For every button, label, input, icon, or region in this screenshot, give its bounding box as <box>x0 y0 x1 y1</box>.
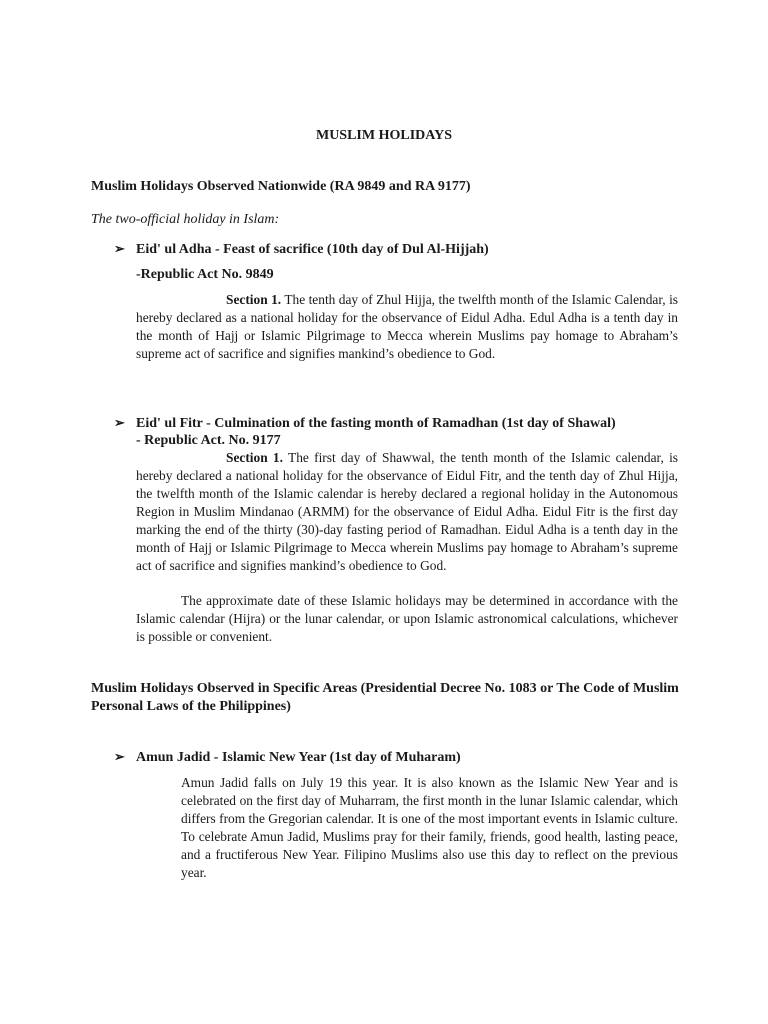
republic-act-9177: - Republic Act. No. 9177 <box>136 433 281 448</box>
amun-jadid-paragraph: Amun Jadid falls on July 19 this year. It is also known as the Islamic New Year and is celebrated on the first day of Muharram, the first month in the lunar Islamic calendar, which differs from the Gregorian calendar. It is one of the most important events in Islamic culture. To celebrate Amun Jadid, Muslims pray for their family, friends, good health, lasting peace, and a fructiferous New Year. Filipino Muslims also use this day to reflect on the previous year. <box>181 775 678 880</box>
section-paragraph-9177 <box>136 449 678 575</box>
section-label: Section 1. <box>226 450 283 465</box>
bullet-label: Amun Jadid - Islamic New Year (1st day of Muharam) <box>136 750 461 765</box>
section-heading-specific-areas: Muslim Holidays Observed in Specific Areas (Presidential Decree No. 1083 or The Code of Muslim Personal Laws of the Philippines) <box>91 681 679 714</box>
arrow-bullet-icon: ➢ <box>114 241 125 256</box>
bullet-label: Eid' ul Adha - Feast of sacrifice (10th day of Dul Al-Hijjah) <box>136 242 489 257</box>
arrow-bullet-icon: ➢ <box>114 415 125 430</box>
list-item-eid-ul-fitr <box>114 414 616 433</box>
section-text: The tenth day of Zhul Hijja, the twelfth month of the Islamic Calendar, is hereby declared as a national holiday for the observance of Eidul Adha. Edul Adha is a tenth day in the month of Hajj or Islamic Pilgrimage to Mecca wherein Muslims pay homage to Abraham’s supreme act of sacrifice and signifies mankind’s obedience to God. <box>136 292 678 361</box>
document-title: MUSLIM HOLIDAYS <box>315 128 452 143</box>
approximate-date-note <box>136 592 678 646</box>
section-label: Section 1. <box>226 292 282 307</box>
section-paragraph-9849 <box>136 291 678 363</box>
republic-act-9849: -Republic Act No. 9849 <box>136 267 274 282</box>
bullet-label: Eid' ul Fitr - Culmination of the fasting month of Ramadhan (1st day of Shawal) <box>136 416 616 431</box>
note-text: The approximate date of these Islamic holidays may be determined in accordance with the Islamic calendar (Hijra) or the lunar calendar, or upon Islamic astronomical calculations, whichever is possible or convenient. <box>136 593 678 644</box>
section-text: The first day of Shawwal, the tenth month of the Islamic calendar, is hereby declared a national holiday for the observance of Eidul Fitr, and the tenth day of Zhul Hijja, the twelfth month of the Islamic calendar is hereby declared a regional holiday in the Autonomous Region in Muslim Mindanao (ARMM) for the observance of Eidul Adha. Eidul Fitr is the first day marking the end of the thirty (30)-day fasting period of Ramadhan. Eidul Adha is a tenth day in the month of Hajj or Islamic Pilgrimage to Mecca wherein Muslims pay homage to Abraham’s supreme act of sacrifice and signifies mankind’s obedience to God. <box>136 450 679 573</box>
section-heading-nationwide: Muslim Holidays Observed Nationwide (RA 9849 and RA 9177) <box>91 179 471 194</box>
arrow-bullet-icon: ➢ <box>114 749 125 764</box>
intro-text: The two-official holiday in Islam: <box>91 212 280 227</box>
list-item-amun-jadid <box>114 748 461 767</box>
list-item-eid-ul-adha <box>114 240 489 259</box>
